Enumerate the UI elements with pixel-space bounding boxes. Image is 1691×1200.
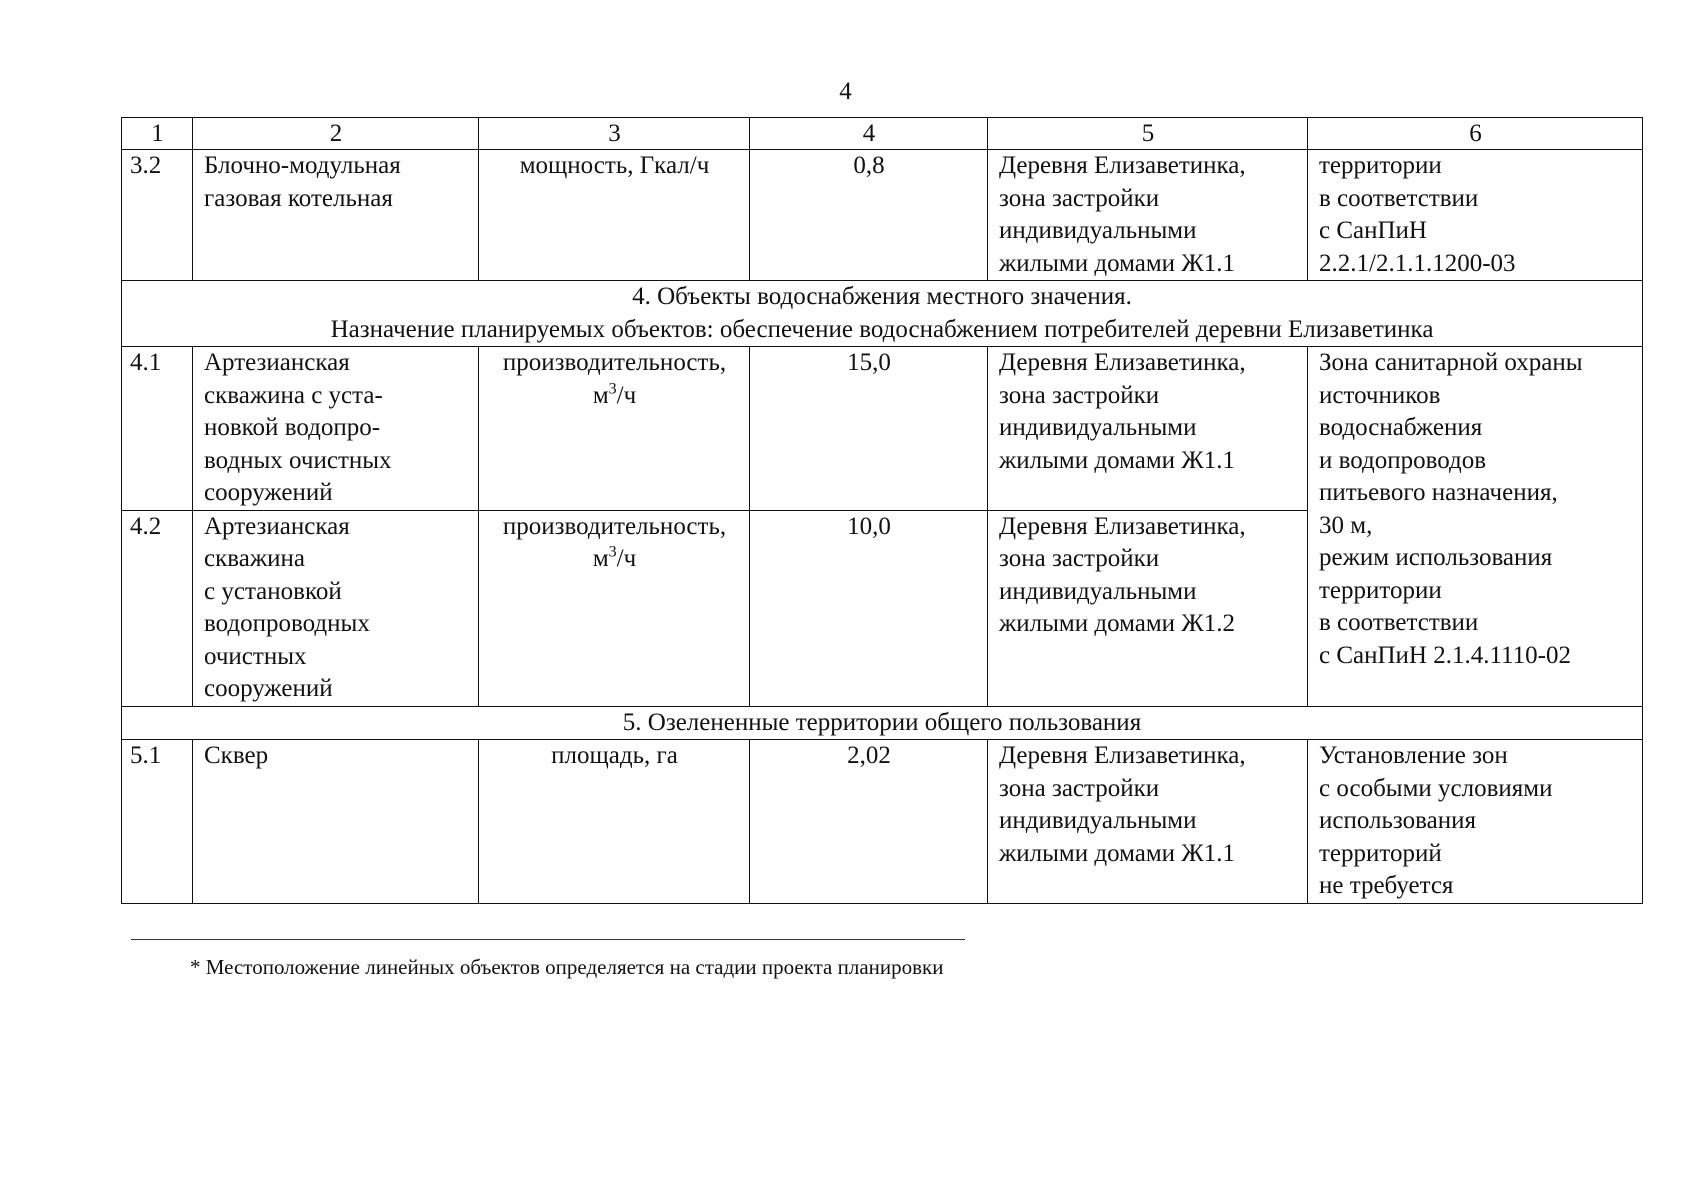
section-header xyxy=(122,281,1643,347)
section-subtitle: Назначение планируемых объектов: обеспечение водоснабжением потребителей деревни Елизаветинка xyxy=(330,315,1434,343)
planned-objects-table xyxy=(121,117,1643,904)
zone-characteristics: Зона санитарной охраны источников водоснабжения и водопроводов питьевого назначения, 30 м, режим использования территории в соответствии с СанПиН 2.1.4.1110-02 xyxy=(1308,347,1643,707)
parameter-unit: $м^3/ч$ xyxy=(592,543,637,572)
object-location: Деревня Елизаветинка, зона застройки индивидуальными жилыми домами Ж1.1 xyxy=(988,347,1308,511)
object-parameter xyxy=(479,347,750,511)
column-number: 6 xyxy=(1308,118,1643,150)
object-name: Сквер xyxy=(193,740,479,904)
parameter-unit: $м^3/ч$ xyxy=(592,380,637,409)
parameter-name: производительность, xyxy=(502,349,727,376)
column-number-row xyxy=(122,118,1643,150)
column-number: 5 xyxy=(988,118,1308,150)
object-parameter: площадь, га xyxy=(479,740,750,904)
footnote: * Местоположение линейных объектов определяется на стадии проекта планировки xyxy=(190,955,944,979)
object-location: Деревня Елизаветинка, зона застройки индивидуальными жилыми домами Ж1.1 xyxy=(988,740,1308,904)
object-location: Деревня Елизаветинка, зона застройки индивидуальными жилыми домами Ж1.2 xyxy=(988,510,1308,706)
section-title: 4. Объекты водоснабжения местного значения. xyxy=(632,283,1132,310)
parameter-value: 0,8 xyxy=(750,150,988,281)
object-parameter xyxy=(479,510,750,706)
object-name: Артезианская скважина с установкой водопроводных очистных сооружений xyxy=(193,510,479,706)
column-number: 1 xyxy=(122,118,193,150)
zone-characteristics: территории в соответствии с СанПиН 2.2.1/2.1.1.1200-03 xyxy=(1308,150,1643,281)
column-number: 4 xyxy=(750,118,988,150)
table-row xyxy=(122,150,1643,281)
column-number: 3 xyxy=(479,118,750,150)
parameter-value: 15,0 xyxy=(750,347,988,511)
object-name: Блочно-модульная газовая котельная xyxy=(193,150,479,281)
object-parameter: мощность, Гкал/ч xyxy=(479,150,750,281)
table-row xyxy=(122,347,1643,511)
page-number: 4 xyxy=(839,78,852,105)
parameter-value: 2,02 xyxy=(750,740,988,904)
zone-characteristics: Установление зон с особыми условиями использования территорий не требуется xyxy=(1308,740,1643,904)
section-header-row xyxy=(122,706,1643,740)
section-header-row xyxy=(122,281,1643,347)
table-row xyxy=(122,740,1643,904)
row-number: 4.1 xyxy=(122,347,193,511)
parameter-name: производительность, xyxy=(502,512,727,540)
footnote-divider xyxy=(131,939,965,940)
object-name: Артезианская скважина с уста- новкой водопро- водных очистных сооружений xyxy=(193,347,479,511)
row-number: 5.1 xyxy=(122,740,193,904)
section-header: 5. Озелененные территории общего пользования xyxy=(122,706,1643,740)
parameter-value: 10,0 xyxy=(750,510,988,706)
row-number: 4.2 xyxy=(122,510,193,706)
object-location: Деревня Елизаветинка, зона застройки индивидуальными жилыми домами Ж1.1 xyxy=(988,150,1308,281)
row-number: 3.2 xyxy=(122,150,193,281)
column-number: 2 xyxy=(193,118,479,150)
